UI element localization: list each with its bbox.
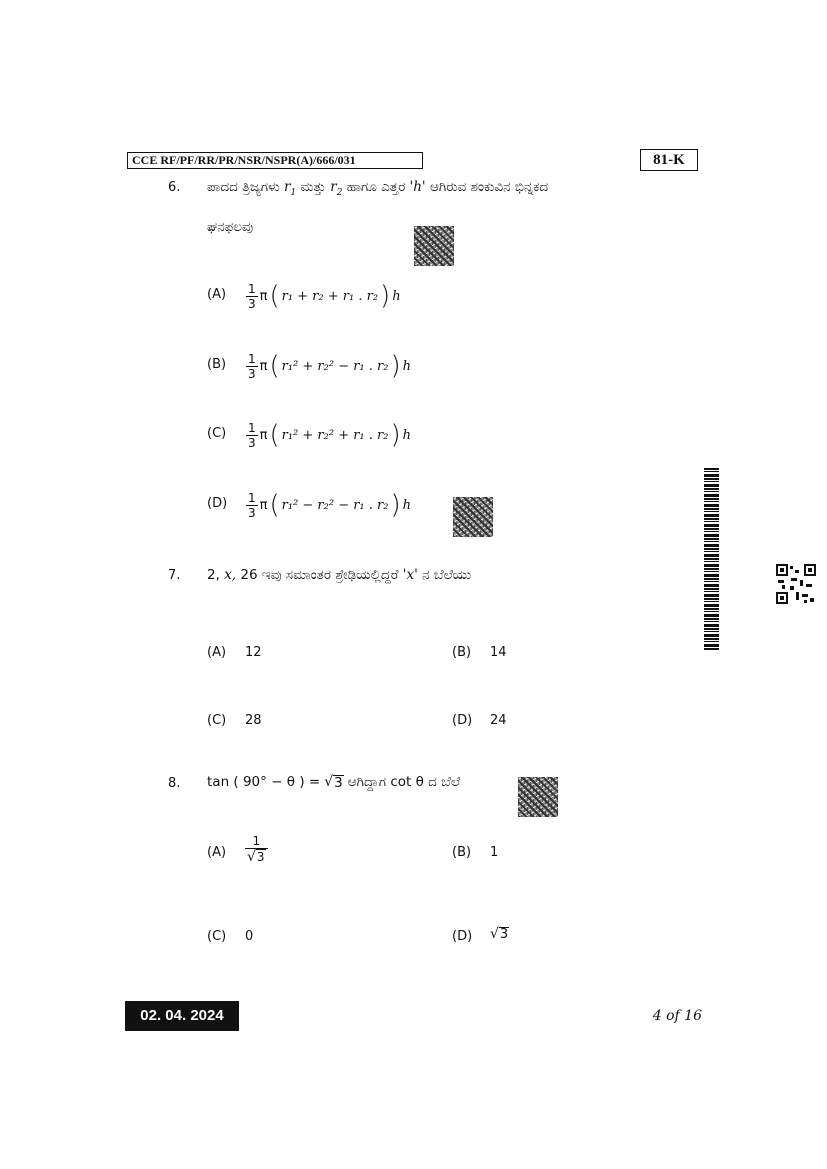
q8-option-c-label: (C)	[207, 929, 227, 944]
watermark-noise-image	[518, 777, 558, 817]
q6-option-c-label: (C)	[207, 426, 227, 441]
q6-option-c-expression: $\frac{1}{3}$ π ( r₁² + r₂² + r₁ . r₂ ) h	[248, 420, 411, 450]
q8-option-b-label: (B)	[452, 845, 472, 860]
q6-option-d-expression: $\frac{1}{3}$ π ( r₁² − r₂² − r₁ . r₂ ) h	[248, 490, 411, 520]
q7-option-c-label: (C)	[207, 713, 227, 728]
q6-option-a-label: (A)	[207, 287, 227, 302]
q7-option-d-label: (D)	[452, 713, 473, 728]
q7-option-b-value: 14	[490, 645, 507, 660]
q6-option-d-label: (D)	[207, 496, 228, 511]
qr-code-image	[776, 564, 816, 604]
question-8-number: 8.	[168, 776, 181, 791]
paper-code: 81-K	[640, 149, 698, 171]
barcode-image	[704, 468, 719, 650]
watermark-noise-image	[414, 226, 454, 266]
exam-date: 02. 04. 2024	[125, 1001, 239, 1031]
exam-code: CCE RF/PF/RR/PR/NSR/NSPR(A)/666/031	[127, 152, 423, 169]
q6-option-a-expression: $\frac{1}{3}$ π ( r₁ + r₂ + r₁ . r₂ ) h	[248, 281, 401, 311]
question-8-text: tan ( 90° − θ ) = √ 3 ಆಗಿದ್ದಾಗ cot θ ದ ಬೆಲೆ	[207, 774, 461, 791]
question-6-text-line2: ಘನಫಲವು	[207, 219, 254, 235]
q6-option-b-expression: $\frac{1}{3}$ π ( r₁² + r₂² − r₁ . r₂ ) h	[248, 351, 411, 381]
watermark-noise-image	[453, 497, 493, 537]
q7-option-a-label: (A)	[207, 645, 227, 660]
q7-option-d-value: 24	[490, 713, 507, 728]
question-7-number: 7.	[168, 568, 181, 583]
q8-option-b-value: 1	[490, 845, 499, 860]
question-6-text: ಪಾದದ ತ್ರಿಜ್ಯಗಳು $r_1$ ಮತ್ತು $r_2$ ಹಾಗೂ ಎತ್ತರ 'h' ಆಗಿರುವ ಶಂಕುವಿನ ಭಿನ್ನಕದ	[207, 179, 549, 198]
q8-option-c-value: 0	[245, 929, 254, 944]
question-7-text: 2, x, 26 ಇವು ಸಮಾಂತರ ಶ್ರೇಢಿಯಲ್ಲಿದ್ದರೆ 'x' ನ ಬೆಲೆಯು	[207, 567, 472, 583]
q8-option-d-label: (D)	[452, 929, 473, 944]
question-6-number: 6.	[168, 180, 181, 195]
q7-option-c-value: 28	[245, 713, 262, 728]
q8-option-a-expression: 1 √ 3	[245, 834, 270, 864]
q7-option-a-value: 12	[245, 645, 262, 660]
q6-option-b-label: (B)	[207, 357, 227, 372]
page-number: 4 of 16	[652, 1008, 702, 1024]
q7-option-b-label: (B)	[452, 645, 472, 660]
q8-option-d-expression: √ 3	[490, 926, 509, 942]
q8-option-a-label: (A)	[207, 845, 227, 860]
